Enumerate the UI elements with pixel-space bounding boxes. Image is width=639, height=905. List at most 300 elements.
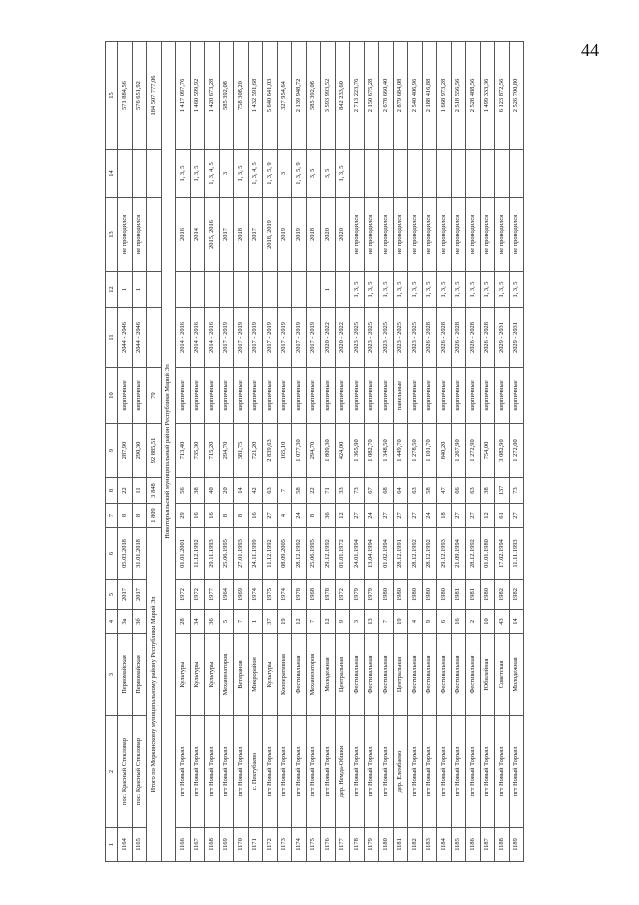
cell-col-5: 1978	[321, 580, 336, 610]
cell-col-4: 3б	[132, 610, 147, 634]
total-empty	[147, 272, 162, 308]
cell-col-15: 2 150 675,28	[364, 42, 379, 150]
table-row	[118, 42, 133, 862]
table-row	[335, 42, 350, 862]
cell-col-2: пгт Новый Торъял	[437, 716, 452, 828]
cell-col-10: кирпичные	[306, 368, 321, 424]
column-number: 2	[106, 716, 118, 828]
cell-col-14	[132, 150, 147, 198]
cell-col-9: 754,00	[480, 424, 495, 478]
page-number: 44	[581, 40, 599, 60]
cell-col-9: 1 082,70	[364, 424, 379, 478]
cell-col-13: 2015, 2016	[205, 198, 220, 272]
cell-col-7: 27	[408, 504, 423, 528]
cell-col-15: 2 139 948,72	[292, 42, 307, 150]
cell-col-4: 9	[422, 610, 437, 634]
cell-col-11: 2023 - 2025	[364, 308, 379, 368]
cell-col-8: 68	[379, 478, 394, 504]
cell-col-12	[292, 272, 307, 308]
cell-col-12	[205, 272, 220, 308]
cell-col-6: 29.11.1993	[205, 528, 220, 580]
cell-col-12: 1, 3, 5	[379, 272, 394, 308]
cell-col-12: 1	[321, 272, 336, 308]
cell-col-11: 2023 - 2025	[408, 308, 423, 368]
table-row	[451, 42, 466, 862]
cell-col-6: 29.12.1993	[437, 528, 452, 580]
cell-col-2: пгт Новый Торъял	[379, 716, 394, 828]
cell-col-3: Первомайская	[118, 634, 133, 716]
cell-col-14: 1, 3, 4, 5	[205, 150, 220, 198]
cell-col-3: Механизаторов	[219, 634, 234, 716]
section-title: Новоторъяльский муниципальный район Республики Марий Эл	[161, 42, 176, 862]
cell-col-1: 1168	[205, 828, 220, 862]
cell-col-2: пгт Новый Торъял	[263, 716, 278, 828]
cell-col-14	[422, 150, 437, 198]
cell-col-4: 13	[364, 610, 379, 634]
cell-col-2: пгт Новый Торъял	[321, 716, 336, 828]
cell-col-1: 1175	[306, 828, 321, 862]
cell-col-13: не проводился	[364, 198, 379, 272]
table-row	[466, 42, 481, 862]
cell-col-8: 71	[321, 478, 336, 504]
cell-col-12: 1	[132, 272, 147, 308]
cell-col-4: 10	[480, 610, 495, 634]
cell-col-14: 1, 3, 5	[176, 150, 191, 198]
cell-col-12: 1, 3, 5	[466, 272, 481, 308]
cell-col-2: пгт Новый Торъял	[234, 716, 249, 828]
cell-col-5: 1978	[292, 580, 307, 610]
cell-col-12: 1, 3, 5	[422, 272, 437, 308]
cell-col-12	[234, 272, 249, 308]
cell-col-2: пгт Новый Торъял	[205, 716, 220, 828]
cell-col-7: 8	[306, 504, 321, 528]
column-number: 7	[106, 504, 118, 528]
cell-col-10: кирпичные	[509, 368, 524, 424]
cell-col-8: 63	[263, 478, 278, 504]
total-label: Итого по Моркинскому муниципальному району Республики Марий Эл	[147, 528, 162, 862]
cell-col-12: 1, 3, 5	[364, 272, 379, 308]
cell-col-11: 2026 - 2028	[466, 308, 481, 368]
total-c9: 92 885,51	[147, 424, 162, 478]
cell-col-3: Фестивальная	[379, 634, 394, 716]
cell-col-11: 2044 - 2046	[132, 308, 147, 368]
cell-col-13: 2020	[321, 198, 336, 272]
cell-col-6: 01.01.1980	[480, 528, 495, 580]
cell-col-15: 1 499 333,36	[480, 42, 495, 150]
cell-col-6: 28.12.1992	[292, 528, 307, 580]
cell-col-13: не проводился	[451, 198, 466, 272]
cell-col-4: 34	[190, 610, 205, 634]
cell-col-1: 1164	[118, 828, 133, 862]
cell-col-7: 27	[393, 504, 408, 528]
cell-col-11: 2026 - 2028	[451, 308, 466, 368]
table-row	[248, 42, 263, 862]
cell-col-7: 16	[190, 504, 205, 528]
cell-col-3: Механизаторов	[306, 634, 321, 716]
cell-col-9: 1 278,50	[408, 424, 423, 478]
cell-col-12	[176, 272, 191, 308]
cell-col-13: не проводился	[132, 198, 147, 272]
cell-col-2: пгт Новый Торъял	[292, 716, 307, 828]
cell-col-5: 1981	[466, 580, 481, 610]
cell-col-7: 16	[248, 504, 263, 528]
cell-col-6: 11.12.1992	[190, 528, 205, 580]
cell-col-4: 3а	[118, 610, 133, 634]
cell-col-8: 38	[480, 478, 495, 504]
cell-col-1: 1169	[219, 828, 234, 862]
cell-col-10: кирпичные	[234, 368, 249, 424]
cell-col-8: 137	[495, 478, 510, 504]
cell-col-15: 5 640 641,03	[263, 42, 278, 150]
cell-col-14: 3, 5	[306, 150, 321, 198]
cell-col-13: не проводился	[495, 198, 510, 272]
cell-col-10: панельные	[393, 368, 408, 424]
cell-col-11: 2023 - 2025	[350, 308, 365, 368]
cell-col-10: кирпичные	[277, 368, 292, 424]
column-number: 13	[106, 198, 118, 272]
cell-col-4: 7	[306, 610, 321, 634]
total-c15: 184 507 777,06	[147, 42, 162, 150]
cell-col-10: кирпичные	[437, 368, 452, 424]
cell-col-12	[277, 272, 292, 308]
cell-col-14	[408, 150, 423, 198]
cell-col-5: 1979	[364, 580, 379, 610]
cell-col-12: 1, 3, 5	[408, 272, 423, 308]
cell-col-12	[190, 272, 205, 308]
cell-col-7: 8	[219, 504, 234, 528]
total-row	[147, 42, 162, 862]
cell-col-14	[451, 150, 466, 198]
cell-col-2: пгт Новый Торъял	[495, 716, 510, 828]
cell-col-3: Молодежная	[509, 634, 524, 716]
cell-col-5: 1982	[495, 580, 510, 610]
cell-col-13: 2019	[277, 198, 292, 272]
cell-col-10: кирпичные	[190, 368, 205, 424]
cell-col-5: 1972	[335, 580, 350, 610]
cell-col-9: 1 101,70	[422, 424, 437, 478]
cell-col-8: 67	[364, 478, 379, 504]
cell-col-3: Молодежная	[321, 634, 336, 716]
cell-col-8: 58	[292, 478, 307, 504]
column-number: 5	[106, 580, 118, 610]
cell-col-7: 8	[118, 504, 133, 528]
cell-col-4: 4	[408, 610, 423, 634]
cell-col-1: 1189	[509, 828, 524, 862]
cell-col-1: 1173	[277, 828, 292, 862]
cell-col-7: 24	[364, 504, 379, 528]
cell-col-8: 20	[219, 478, 234, 504]
cell-col-12: 1, 3, 5	[480, 272, 495, 308]
cell-col-4: 16	[451, 610, 466, 634]
cell-col-15: 2 188 416,88	[422, 42, 437, 150]
cell-col-9: 290,30	[132, 424, 147, 478]
cell-col-9: 294,70	[219, 424, 234, 478]
cell-col-8: 42	[248, 478, 263, 504]
cell-col-4: 2	[466, 610, 481, 634]
cell-col-2: пгт Новый Торъял	[480, 716, 495, 828]
cell-col-12	[248, 272, 263, 308]
cell-col-8: 38	[190, 478, 205, 504]
cell-col-10: кирпичные	[480, 368, 495, 424]
cell-col-4: 19	[393, 610, 408, 634]
cell-col-11: 2014 - 2016	[176, 308, 191, 368]
column-number: 12	[106, 272, 118, 308]
cell-col-14	[466, 150, 481, 198]
section-row	[161, 42, 176, 862]
cell-col-9: 1 809,30	[321, 424, 336, 478]
cell-col-7: 27	[379, 504, 394, 528]
cell-col-6: 24.11.1999	[248, 528, 263, 580]
cell-col-2: пгт Новый Торъял	[466, 716, 481, 828]
cell-col-13: не проводился	[437, 198, 452, 272]
cell-col-14: 3, 5	[321, 150, 336, 198]
cell-col-3: Фестивальная	[364, 634, 379, 716]
cell-col-7: 27	[509, 504, 524, 528]
cell-col-5: 1979	[350, 580, 365, 610]
column-number: 1	[106, 828, 118, 862]
cell-col-9: 1 077,30	[292, 424, 307, 478]
cell-col-6: 17.02.1994	[495, 528, 510, 580]
cell-col-5: 1980	[379, 580, 394, 610]
cell-col-14	[480, 150, 495, 198]
cell-col-3: Культуры	[263, 634, 278, 716]
cell-col-14: 1, 3, 5	[190, 150, 205, 198]
cell-col-6: 01.02.1994	[379, 528, 394, 580]
cell-col-8: 22	[306, 478, 321, 504]
cell-col-4: 14	[509, 610, 524, 634]
cell-col-10: кирпичные	[379, 368, 394, 424]
cell-col-3: Юбилейная	[480, 634, 495, 716]
cell-col-8: 73	[509, 478, 524, 504]
table-row	[176, 42, 191, 862]
cell-col-3: Фестивальная	[422, 634, 437, 716]
cell-col-7: 27	[466, 504, 481, 528]
table-row	[321, 42, 336, 862]
column-number: 6	[106, 528, 118, 580]
cell-col-14: 1, 3, 5, 9	[292, 150, 307, 198]
cell-col-3: Фестивальная	[466, 634, 481, 716]
cell-col-13: 2018	[306, 198, 321, 272]
cell-col-9: 424,00	[335, 424, 350, 478]
table-row	[219, 42, 234, 862]
cell-col-2: пгт Новый Торъял	[219, 716, 234, 828]
table-row	[350, 42, 365, 862]
cell-col-5: 1974	[248, 580, 263, 610]
cell-col-15: 3 593 993,52	[321, 42, 336, 150]
cell-col-10: кирпичные	[219, 368, 234, 424]
cell-col-11: 2029 - 2031	[495, 308, 510, 368]
cell-col-15: 2 713 223,76	[350, 42, 365, 150]
cell-col-8: 7	[277, 478, 292, 504]
cell-col-1: 1171	[248, 828, 263, 862]
cell-col-7: 12	[480, 504, 495, 528]
cell-col-8: 66	[451, 478, 466, 504]
table-row	[422, 42, 437, 862]
cell-col-3: Первомайская	[132, 634, 147, 716]
cell-col-11: 2026 - 2028	[480, 308, 495, 368]
cell-col-15: 327 954,64	[277, 42, 292, 150]
cell-col-2: пос. Красный Стекловар	[118, 716, 133, 828]
cell-col-14: 3	[219, 150, 234, 198]
cell-col-14	[379, 150, 394, 198]
cell-col-6: 28.12.1991	[393, 528, 408, 580]
table-row	[437, 42, 452, 862]
cell-col-3: Советская	[495, 634, 510, 716]
cell-col-13: 2018, 2019	[263, 198, 278, 272]
cell-col-5: 2017	[118, 580, 133, 610]
cell-col-7: 24	[292, 504, 307, 528]
cell-col-10: кирпичные	[292, 368, 307, 424]
cell-col-5: 1980	[408, 580, 423, 610]
cell-col-5: 1972	[190, 580, 205, 610]
cell-col-11: 2014 - 2016	[190, 308, 205, 368]
cell-col-6: 25.06.1995	[306, 528, 321, 580]
cell-col-11: 2026 - 2028	[437, 308, 452, 368]
cell-col-9: 721,20	[248, 424, 263, 478]
cell-col-14	[118, 150, 133, 198]
cell-col-4: 6	[437, 610, 452, 634]
table-row	[379, 42, 394, 862]
cell-col-15: 758 308,20	[234, 42, 249, 150]
cell-col-1: 1182	[408, 828, 423, 862]
table-body	[118, 42, 524, 862]
cell-col-7: 16	[205, 504, 220, 528]
cell-col-1: 1165	[132, 828, 147, 862]
cell-col-3: Фестивальная	[292, 634, 307, 716]
cell-col-8: 56	[176, 478, 191, 504]
column-number: 15	[106, 42, 118, 150]
cell-col-14	[364, 150, 379, 198]
column-number: 10	[106, 368, 118, 424]
column-number: 11	[106, 308, 118, 368]
cell-col-14: 1, 3, 5, 9	[263, 150, 278, 198]
cell-col-1: 1187	[480, 828, 495, 862]
cell-col-13: 2018	[234, 198, 249, 272]
cell-col-7: 27	[451, 504, 466, 528]
cell-col-11: 2017 - 2019	[234, 308, 249, 368]
cell-col-9: 3 082,90	[495, 424, 510, 478]
cell-col-13: не проводился	[379, 198, 394, 272]
cell-col-12: 1, 3, 5	[451, 272, 466, 308]
table-row	[480, 42, 495, 862]
cell-col-8: 58	[422, 478, 437, 504]
cell-col-9: 287,90	[118, 424, 133, 478]
cell-col-13: не проводился	[350, 198, 365, 272]
cell-col-13: не проводился	[480, 198, 495, 272]
cell-col-10: кирпичные	[335, 368, 350, 424]
cell-col-10: кирпичные	[248, 368, 263, 424]
cell-col-4: 37	[263, 610, 278, 634]
cell-col-14: 3	[277, 150, 292, 198]
cell-col-5: 1977	[205, 580, 220, 610]
cell-col-3: Фестивальная	[408, 634, 423, 716]
cell-col-15: 585 392,08	[219, 42, 234, 150]
cell-col-7: 27	[263, 504, 278, 528]
cell-col-9: 381,75	[234, 424, 249, 478]
column-number: 3	[106, 634, 118, 716]
cell-col-2: дер. Елембаево	[393, 716, 408, 828]
cell-col-8: 14	[234, 478, 249, 504]
cell-col-4: 7	[234, 610, 249, 634]
cell-col-13: не проводился	[466, 198, 481, 272]
cell-col-2: пгт Новый Торъял	[509, 716, 524, 828]
cell-col-8: 73	[350, 478, 365, 504]
cell-col-11: 2020 - 2022	[321, 308, 336, 368]
column-number: 4	[106, 610, 118, 634]
cell-col-15: 571 884,56	[118, 42, 133, 150]
cell-col-5: 1975	[263, 580, 278, 610]
cell-col-1: 1176	[321, 828, 336, 862]
table-row	[408, 42, 423, 862]
cell-col-11: 2014 - 2016	[205, 308, 220, 368]
cell-col-2: пгт Новый Торъял	[350, 716, 365, 828]
cell-col-4: 7	[379, 610, 394, 634]
cell-col-6: 31.01.2018	[132, 528, 147, 580]
cell-col-11: 2017 - 2019	[263, 308, 278, 368]
cell-col-6: 13.04.1994	[364, 528, 379, 580]
cell-col-2: пгт Новый Торъял	[306, 716, 321, 828]
cell-col-2: пгт Новый Торъял	[451, 716, 466, 828]
total-empty	[147, 150, 162, 198]
cell-col-12: 1, 3, 5	[393, 272, 408, 308]
cell-col-3: Культуры	[176, 634, 191, 716]
cell-col-13: не проводился	[408, 198, 423, 272]
cell-col-5: 1964	[219, 580, 234, 610]
cell-col-15: 2 678 660,40	[379, 42, 394, 150]
cell-col-11: 2044 - 2046	[118, 308, 133, 368]
cell-col-14	[509, 150, 524, 198]
cell-col-4: 3	[350, 610, 365, 634]
cell-col-5: 1980	[480, 580, 495, 610]
cell-col-15: 1 432 591,68	[248, 42, 263, 150]
cell-col-4: 5	[219, 610, 234, 634]
cell-col-9: 165,10	[277, 424, 292, 478]
cell-col-1: 1170	[234, 828, 249, 862]
cell-col-1: 1184	[437, 828, 452, 862]
cell-col-15: 1 460 599,92	[190, 42, 205, 150]
cell-col-11: 2017 - 2019	[292, 308, 307, 368]
cell-col-1: 1167	[190, 828, 205, 862]
cell-col-8: 47	[437, 478, 452, 504]
column-number: 8	[106, 478, 118, 504]
table-row	[277, 42, 292, 862]
cell-col-9: 1 365,90	[350, 424, 365, 478]
cell-col-2: пос. Красный Стекловар	[132, 716, 147, 828]
table-row	[509, 42, 524, 862]
cell-col-5: 1974	[277, 580, 292, 610]
cell-col-13: 2017	[248, 198, 263, 272]
cell-col-10: кирпичные	[422, 368, 437, 424]
cell-col-15: 576 651,92	[132, 42, 147, 150]
cell-col-12: 1, 3, 5	[350, 272, 365, 308]
cell-col-6: 24.01.1994	[350, 528, 365, 580]
cell-col-1: 1185	[451, 828, 466, 862]
table-row	[263, 42, 278, 862]
cell-col-15: 585 392,08	[306, 42, 321, 150]
cell-col-13: не проводился	[422, 198, 437, 272]
cell-col-8: 40	[205, 478, 220, 504]
cell-col-5: 1969	[234, 580, 249, 610]
cell-col-11: 2023 - 2025	[393, 308, 408, 368]
cell-col-12: 1	[118, 272, 133, 308]
column-number: 9	[106, 424, 118, 478]
cell-col-12: 1, 3, 5	[437, 272, 452, 308]
cell-col-1: 1180	[379, 828, 394, 862]
column-number-row	[106, 42, 118, 862]
cell-col-13: 2019	[292, 198, 307, 272]
cell-col-4: 28	[176, 610, 191, 634]
cell-col-15: 2 528 488,56	[466, 42, 481, 150]
